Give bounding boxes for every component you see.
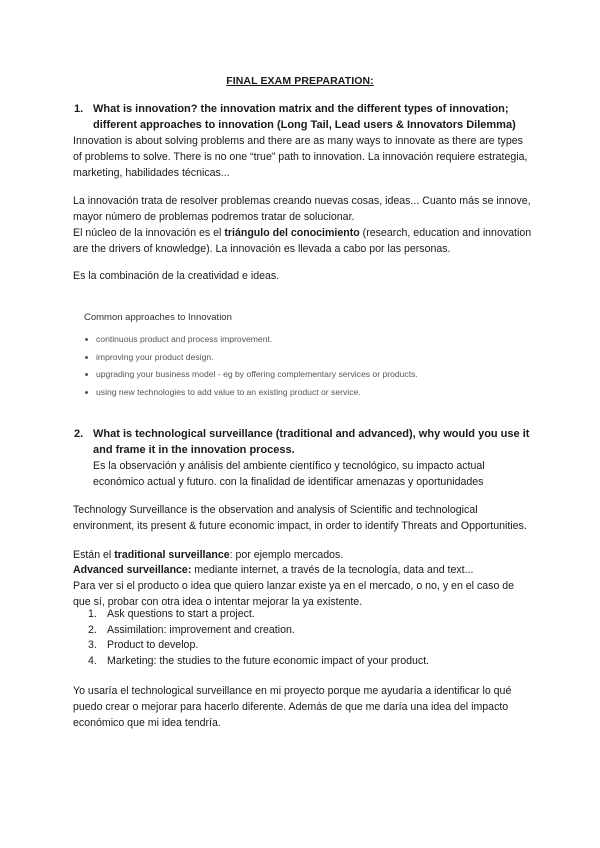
step-item: 3. Product to develop. — [88, 639, 199, 651]
question-2-heading — [74, 426, 534, 458]
page-title: FINAL EXAM PREPARATION: — [226, 75, 374, 87]
question-2-number: 2. — [74, 428, 84, 440]
paragraph-innovation-problems: La innovación trata de resolver problemas creando nuevas cosas, ideas... Cuanto más se innove, mayor número de problemas podremos tratar de solucionar. — [73, 195, 531, 223]
paragraph-traditional-surveillance: Están el traditional surveillance: por ejemplo mercados. — [73, 549, 344, 561]
question-1-text: What is innovation? the innovation matrix and the different types of innovation; different approaches to innovation (Long Tail, Lead users & Innovators Dilemma) — [93, 103, 516, 131]
bullet-icon — [85, 338, 88, 341]
paragraph-product-check: Para ver si el producto o idea que quiero lanzar existe ya en el mercado, o no, y en el caso de que sí, probar con otra idea o intentar mejorar la ya existente. — [73, 580, 515, 608]
traditional-surveillance-bold: traditional surveillance — [114, 549, 230, 561]
approaches-bullet-item: using new technologies to add value to an existing product or service. — [84, 387, 494, 405]
approaches-image-title: Common approaches to Innovation — [84, 312, 232, 323]
step-item: 1. Ask questions to start a project. — [88, 608, 255, 620]
step-item: 4. Marketing: the studies to the future economic impact of your product. — [88, 654, 430, 667]
approaches-bullet-item: upgrading your business model - eg by offering complementary services or products. — [84, 369, 494, 387]
knowledge-triangle-bold: triángulo del conocimiento — [224, 227, 360, 239]
paragraph-surveillance-definition: Technology Surveillance is the observation and analysis of Scientific and technological environment, its present & future economic impact, in order to identify Threats and Opportunities. — [73, 504, 527, 532]
knowledge-triangle-text-after: (research, education and innovation are the drivers of knowledge). La innovación es llevada a cabo por las personas. — [73, 227, 532, 255]
question-2-text: What is technological surveillance (traditional and advanced), why would you use it and frame it in the innovation process. — [93, 428, 530, 456]
knowledge-triangle-text-before: El núcleo de la innovación es el — [73, 227, 225, 239]
paragraph-knowledge-triangle — [73, 225, 533, 257]
bullet-icon — [85, 373, 88, 376]
question-2-answer: Es la observación y análisis del ambiente científico y tecnológico, su impacto actual económico actual y futuro. con la finalidad de identificar amenazas y oportunidades — [93, 460, 485, 488]
paragraph-advanced-surveillance: Advanced surveillance: mediante internet, a través de la tecnología, data and text... — [73, 564, 474, 576]
step-item: 2. Assimilation: improvement and creation. — [88, 623, 295, 636]
approaches-bullet-item: improving your product design. — [84, 352, 494, 370]
advanced-surveillance-bold: Advanced surveillance: — [73, 564, 192, 576]
approaches-bullet-item: continuous product and process improvement. — [84, 334, 494, 352]
approaches-bullet-list — [84, 334, 494, 404]
steps-list — [88, 607, 528, 669]
question-1-number: 1. — [74, 103, 84, 115]
paragraph-innovation-definition: Innovation is about solving problems and there are as many ways to innovate as there are types of problems to solve. There is no one “true” path to innovation. La innovación requiere estrategia, marketing, habilidades técnicas... — [73, 135, 528, 179]
paragraph-creativity: Es la combinación de la creatividad e ideas. — [73, 270, 280, 282]
paragraph-conclusion: Yo usaría el technological surveillance en mi proyecto porque me ayudaría a identificar lo qué puedo crear o mejorar para hacerlo diferente. Además de que me daría una idea del impacto económico que mi idea tendría. — [73, 685, 512, 729]
approaches-image — [80, 306, 500, 406]
bullet-icon — [85, 391, 88, 394]
question-1-heading — [74, 101, 534, 133]
bullet-icon — [85, 356, 88, 359]
